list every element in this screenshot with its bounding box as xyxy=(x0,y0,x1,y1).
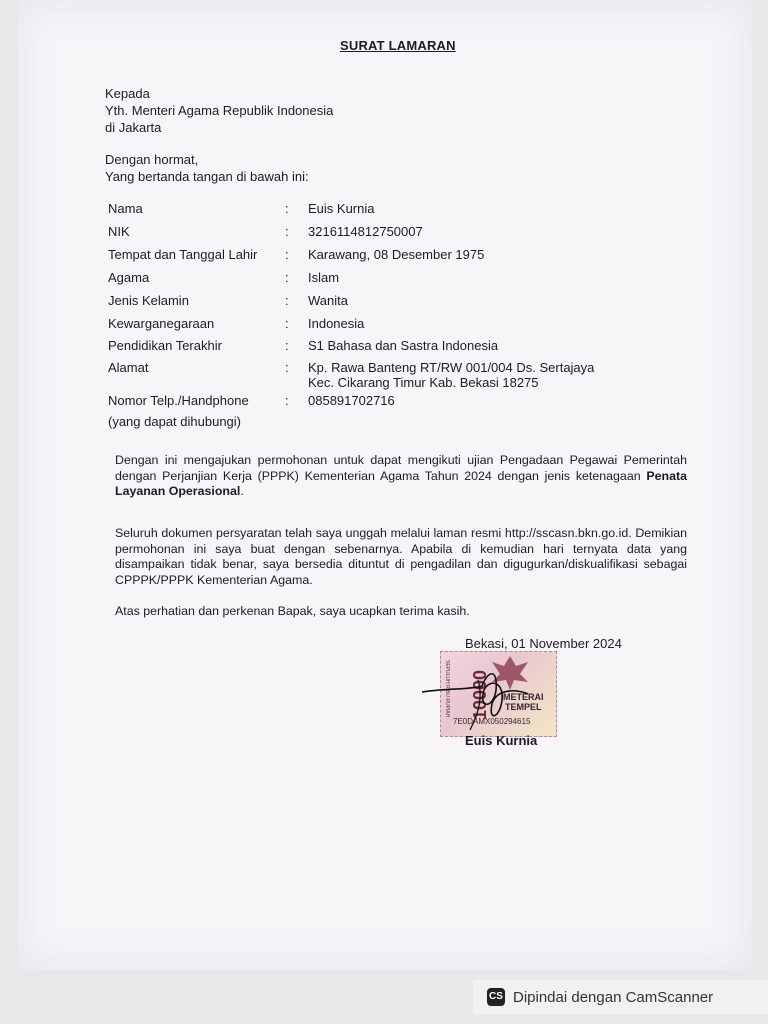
document-title: SURAT LAMARAN xyxy=(340,38,456,53)
place-date: Bekasi, 01 November 2024 xyxy=(465,636,622,651)
greeting-block xyxy=(105,151,309,185)
stamp-serial: 7E0DAMX050294615 xyxy=(453,717,531,726)
stamp-small-text: SEPULUH RIBU RUPIAH xyxy=(444,660,450,718)
stamp-value: 10000 xyxy=(470,669,490,720)
field-value: Islam xyxy=(308,270,340,285)
field-value: 3216114812750007 xyxy=(308,224,423,239)
field-label: Nomor Telp./Handphone xyxy=(108,393,249,408)
field-label: Alamat xyxy=(108,360,149,375)
camscanner-logo-icon: CS xyxy=(487,988,505,1006)
recipient-block xyxy=(105,85,333,136)
field-label: Pendidikan Terakhir xyxy=(108,338,222,353)
field-label: Jenis Kelamin xyxy=(108,293,189,308)
paragraph-statement: Seluruh dokumen persyaratan telah saya unggah melalui laman resmi http://sscasn.bkn.go.id. Demikian permohonan ini saya buat dengan sebenarnya. Apabila di kemudian hari ternyata data yang disampaikan tidak benar, saya bersedia dituntut di pengadilan dan digugurkan/diskualifikasi sebagai CPPPK/PPPK Kementerian Agama. xyxy=(115,526,687,587)
camscanner-footer xyxy=(473,980,768,1014)
paragraph-application: Dengan ini mengajukan permohonan untuk dapat mengikuti ujian Pengadaan Pegawai Pemerintah dengan Perjanjian Kerja (PPPK) Kementerian Agama Tahun 2024 dengan jenis ketenagaan Penata Layanan Operasional. xyxy=(115,453,687,498)
field-value: 085891702716 xyxy=(308,393,395,408)
signer-name: Euis Kurnia xyxy=(465,733,538,748)
field-label: Tempat dan Tanggal Lahir xyxy=(108,247,258,262)
recipient-line: Yth. Menteri Agama Republik Indonesia xyxy=(105,103,334,118)
field-value-line2: Kec. Cikarang Timur Kab. Bekasi 18275 xyxy=(308,375,539,390)
signature-icon xyxy=(418,660,538,740)
greeting-line: Dengan hormat, xyxy=(105,152,199,167)
field-value: Euis Kurnia xyxy=(308,201,375,216)
recipient-line: di Jakarta xyxy=(105,120,162,135)
field-value: Indonesia xyxy=(308,316,365,331)
field-label: Agama xyxy=(108,270,150,285)
field-value: S1 Bahasa dan Sastra Indonesia xyxy=(308,338,499,353)
field-label-line2: (yang dapat dihubungi) xyxy=(108,414,241,429)
field-value: Kp. Rawa Banteng RT/RW 001/004 Ds. Sertajaya xyxy=(308,360,595,375)
field-label: Nama xyxy=(108,201,143,216)
greeting-line: Yang bertanda tangan di bawah ini: xyxy=(105,169,309,184)
footer-text: Dipindai dengan CamScanner xyxy=(513,988,714,1006)
field-value: Wanita xyxy=(308,293,348,308)
field-label: NIK xyxy=(108,224,130,239)
paragraph-closing: Atas perhatian dan perkenan Bapak, saya ucapkan terima kasih. xyxy=(115,604,470,618)
field-value: Karawang, 08 Desember 1975 xyxy=(308,247,485,262)
field-label: Kewarganegaraan xyxy=(108,316,215,331)
job-title: Penata Layanan Operasional xyxy=(115,468,687,498)
stamp-label: METERAI TEMPEL xyxy=(503,692,544,712)
recipient-line: Kepada xyxy=(105,86,150,101)
